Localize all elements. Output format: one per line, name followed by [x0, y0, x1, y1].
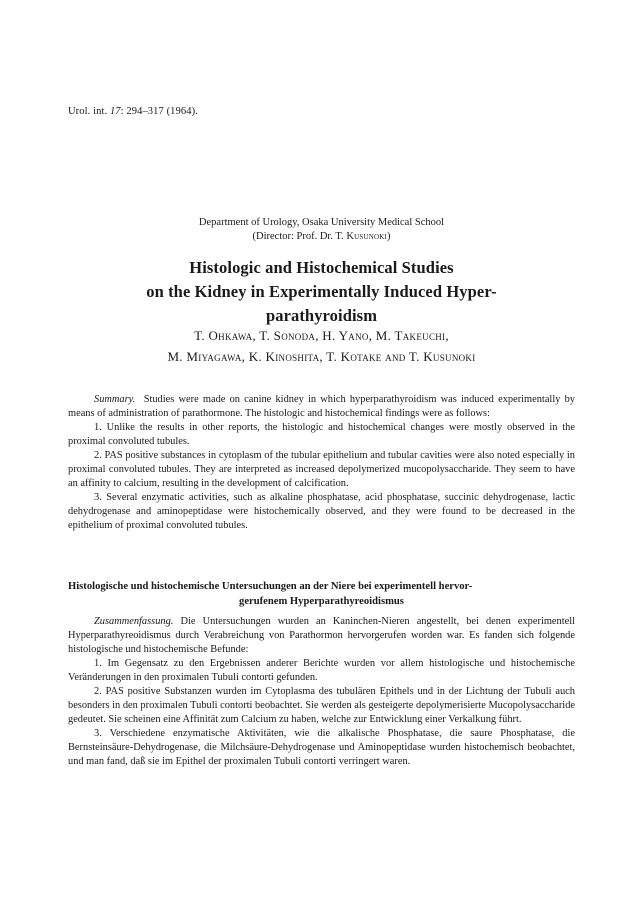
german-point-3: 3. Verschiedene enzymatische Aktivitäten, wie die alkalische Phosphatase, die saure Phosphatase, die Bernsteinsäure-Dehydrogenase, die Milchsäure-Dehydrogenase und Aminopeptidase wurden histochemisch beobachtet, und man fand, daß sie im Epithel der proximalen Tubuli contorti verringert waren.: [68, 728, 575, 768]
journal-name: Urol. int.: [68, 106, 108, 117]
affiliation-block: [68, 216, 575, 244]
english-summary-section: [68, 393, 575, 533]
journal-pages: : 294–317 (1964).: [120, 106, 198, 117]
german-point-1: 1. Im Gegensatz zu den Ergebnissen anderer Berichte wurden vor allem histologische und histochemische Veränderungen in den proximalen Tubuli contorti gefunden.: [68, 658, 575, 684]
german-heading-line-2: gerufenem Hyperparathyreoidismus: [239, 595, 404, 607]
summary-intro-text: Studies were made on canine kidney in which hyperparathyroidism was induced experimentally by means of administration of parathormone. The histologic and histochemical findings were as follows:: [68, 394, 575, 420]
german-intro-text: Die Untersuchungen wurden an Kaninchen-Nieren angestellt, bei denen experimentell Hyperparathyreoidismus durch Verabreichung von Parathormon hervorgerufen worden war. Es fanden sich folgende histologische und histochemische Befunde:: [68, 616, 575, 656]
summary-point-1: 1. Unlike the results in other reports, the histologic and histochemical changes were mostly observed in the proximal convoluted tubules.: [68, 422, 575, 448]
journal-volume: 17: [109, 106, 121, 117]
german-lead-label: Zusammenfassung.: [94, 616, 174, 627]
summary-intro-paragraph: [68, 393, 575, 421]
title-line-1: Histologic and Histochemical Studies: [189, 258, 454, 277]
summary-lead-label: Summary.: [94, 394, 136, 405]
author-list: [68, 325, 575, 367]
director-suffix: ): [387, 231, 391, 242]
author-line-1: T. Ohkawa, T. Sonoda, H. Yano, M. Takeuchi,: [194, 328, 449, 343]
page-title: [68, 256, 575, 328]
german-summary-section: [68, 615, 575, 770]
author-line-2: M. Miyagawa, K. Kinoshita, T. Kotake and T. Kusunoki: [167, 349, 476, 364]
director-line: [68, 230, 575, 244]
department-line: Department of Urology, Osaka University Medical School: [198, 217, 445, 228]
journal-citation-line: [68, 106, 198, 117]
director-name: Kusunoki: [346, 231, 387, 242]
german-heading-line-1: Histologische und histochemische Untersuchungen an der Niere bei experimentell hervor-: [68, 581, 473, 592]
german-section-heading: [68, 580, 575, 609]
summary-point-2: 2. PAS positive substances in cytoplasm of the tubular epithelium and tubular cavities were also noted especially in proximal convoluted tubules. They are interpreted as increased depolymerized mucopolysaccharide. They seem to have an affinity to calcium, resulting in the development of calcification.: [68, 450, 575, 490]
director-prefix: (Director: Prof. Dr. T.: [252, 231, 347, 242]
title-line-2: on the Kidney in Experimentally Induced Hyper-: [146, 282, 497, 301]
title-line-3: parathyroidism: [265, 306, 378, 325]
summary-point-3: 3. Several enzymatic activities, such as alkaline phosphatase, acid phosphatase, succinic dehydrogenase, lactic dehydrogenase and aminopeptidase were histochemically observed, and they were found to be decreased in the epithelium of proximal convoluted tubules.: [68, 492, 575, 532]
german-point-2: 2. PAS positive Substanzen wurden im Cytoplasma des tubulären Epithels und in der Lichtung der Tubuli auch besonders in den proximalen Tubuli contorti beobachtet. Sie werden als gesteigerte depolymerisierte Mucopolysaccharide gedeutet. Sie scheinen eine Affinität zum Calcium zu haben, welche zur Entwicklung einer Verkalkung führt.: [68, 686, 575, 726]
german-intro-paragraph: [68, 615, 575, 657]
